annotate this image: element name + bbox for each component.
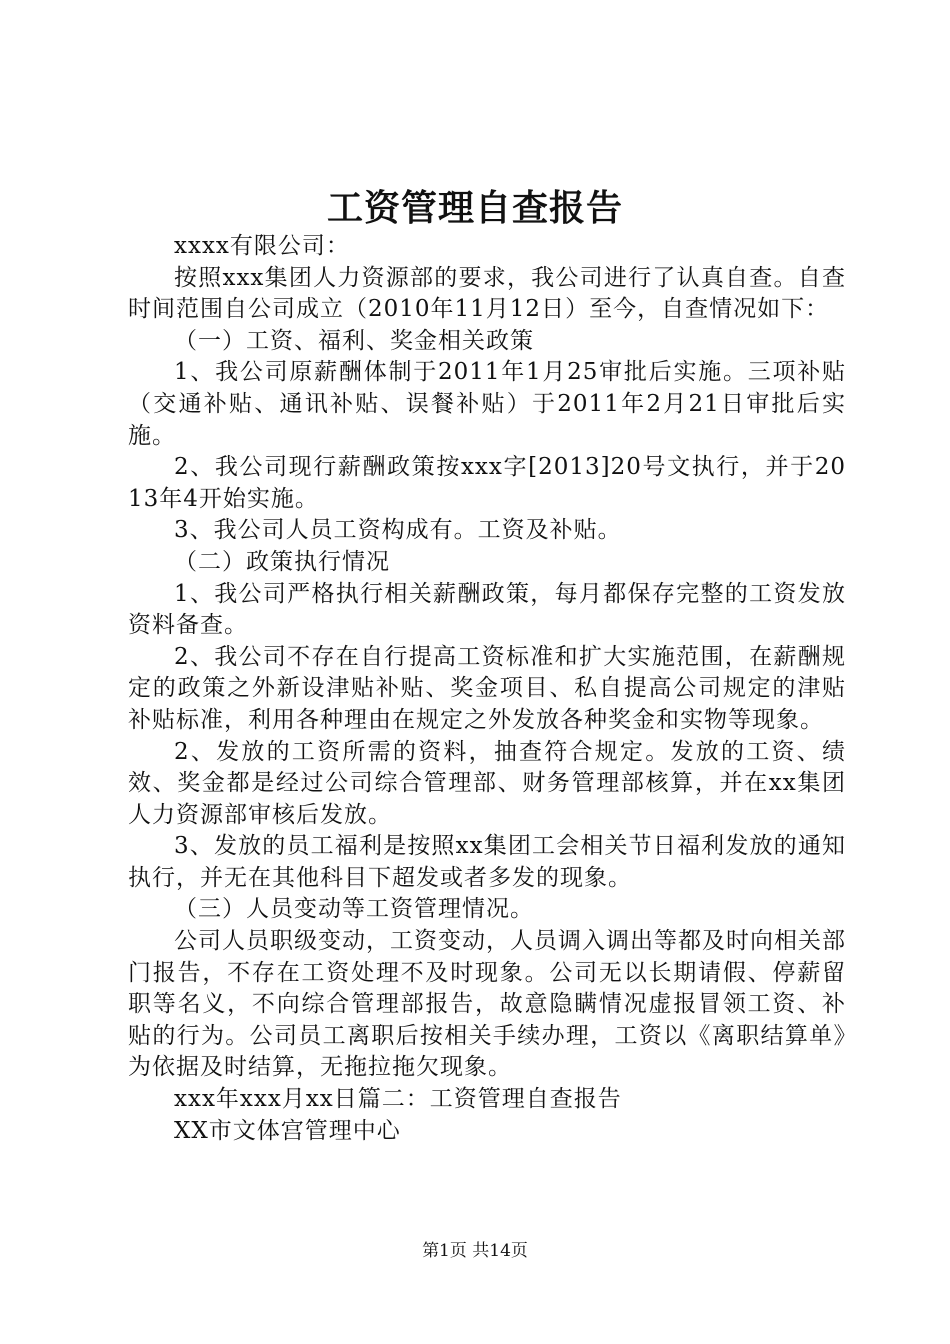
section-heading-3: （三）人员变动等工资管理情况。 bbox=[174, 896, 534, 923]
document-body bbox=[128, 231, 846, 1147]
paragraph-3-1: 公司人员职级变动，工资变动，人员调入调出等都及时向相关部门报告，不存在工资处理不及时现象。公司无以长期请假、停薪留职等名义，不向综合管理部报告，故意隐瞒情况虚报冒领工资、补贴的行为。公司员工离职后按相关手续办理，工资以《离职结算单》为依据及时结算，无拖拉拖欠现象。 bbox=[128, 928, 846, 1081]
document-title: 工资管理自查报告 bbox=[326, 187, 623, 229]
paragraph-2-2: 2、我公司不存在自行提高工资标准和扩大实施范围，在薪酬规定的政策之外新设津贴补贴、奖金项目、私自提高公司规定的津贴补贴标准，利用各种理由在规定之外发放各种奖金和实物等现象。 bbox=[128, 643, 846, 733]
intro-paragraph: 按照xxx集团人力资源部的要求，我公司进行了认真自查。自查时间范围自公司成立（2010年11月12日）至今，自查情况如下： bbox=[128, 264, 846, 323]
section-heading-1: （一）工资、福利、奖金相关政策 bbox=[174, 327, 534, 354]
paragraph-2-3: 2、发放的工资所需的资料，抽查符合规定。发放的工资、绩效、奖金都是经过公司综合管理部、财务管理部核算，并在xx集团人力资源部审核后发放。 bbox=[128, 738, 846, 828]
paragraph-1-3: 3、我公司人员工资构成有。工资及补贴。 bbox=[174, 517, 622, 544]
addressee: xxxx有限公司： bbox=[174, 233, 350, 259]
date-line: xxx年xxx月xx日篇二：工资管理自查报告 bbox=[174, 1086, 622, 1113]
organization-line: XX市文体宫管理中心 bbox=[174, 1117, 401, 1144]
paragraph-2-1: 1、我公司严格执行相关薪酬政策，每月都保存完整的工资发放资料备查。 bbox=[128, 580, 846, 639]
paragraph-1-1: 1、我公司原薪酬体制于2011年1月25审批后实施。三项补贴（交通补贴、通讯补贴、误餐补贴）于2011年2月21日审批后实施。 bbox=[128, 359, 846, 449]
paragraph-1-2: 2、我公司现行薪酬政策按xxx字[2013]20号文执行，并于2013年4开始实施。 bbox=[128, 454, 846, 512]
paragraph-2-4: 3、发放的员工福利是按照xx集团工会相关节日福利发放的通知执行，并无在其他科目下超发或者多发的现象。 bbox=[128, 833, 846, 891]
page-footer: 第1页 共14页 bbox=[422, 1241, 528, 1261]
section-heading-2: （二）政策执行情况 bbox=[174, 548, 390, 575]
